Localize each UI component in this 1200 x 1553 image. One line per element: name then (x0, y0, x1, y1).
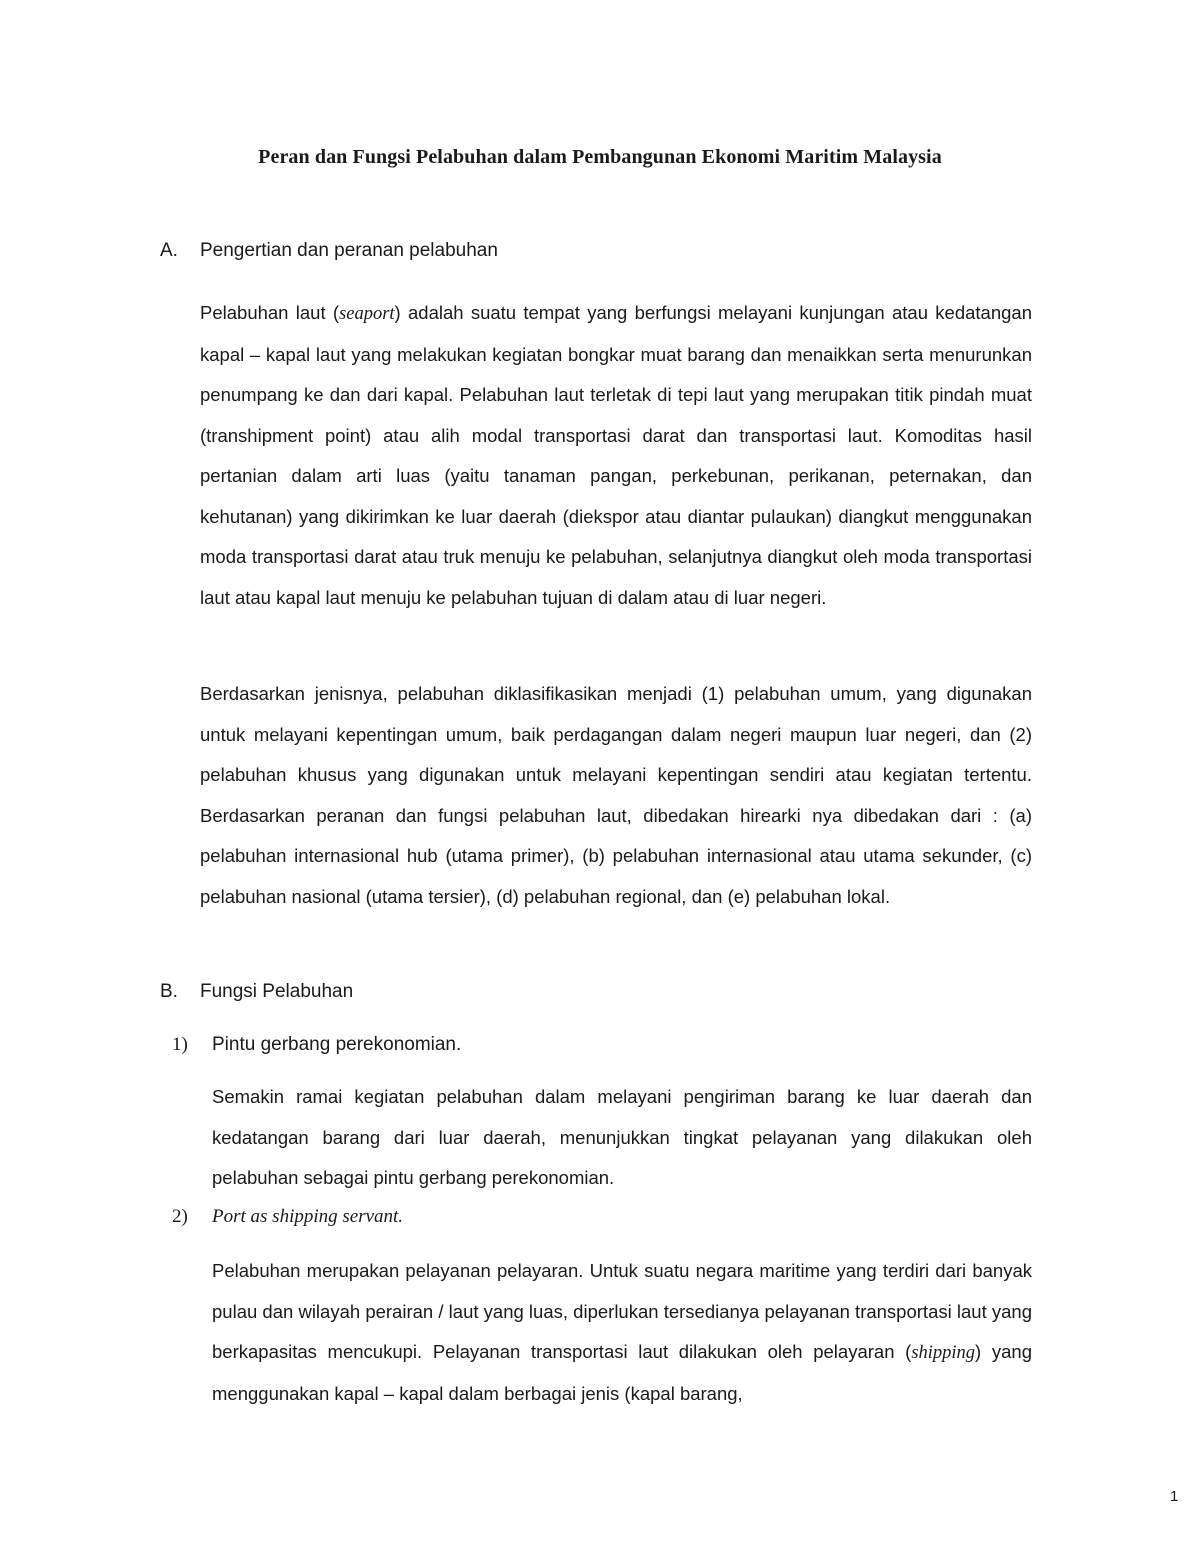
section-a-label: A. (160, 240, 178, 261)
section-b-label: B. (160, 981, 178, 1002)
section-a-title: Pengertian dan peranan pelabuhan (200, 240, 498, 261)
section-a-paragraph-2 (200, 674, 1032, 917)
list-item-1-number: 1) (172, 1034, 188, 1055)
list-item-1-text: Semakin ramai kegiatan pelabuhan dalam melayani pengiriman barang ke luar daerah dan kedatangan barang dari luar daerah, menunjukkan tingkat pelayanan yang dilakukan oleh pelabuhan sebagai pintu gerbang perekonomian. (212, 1086, 1032, 1188)
page-number: 1 (1170, 1488, 1179, 1505)
list-item-2-title: Port as shipping servant. (212, 1206, 404, 1227)
section-b-title: Fungsi Pelabuhan (200, 981, 354, 1002)
list-item-1-title: Pintu gerbang perekonomian. (212, 1034, 462, 1055)
item2-italic-term: shipping (911, 1343, 976, 1363)
list-item-2-paragraph (212, 1251, 1032, 1414)
para1-text-after: ) adalah suatu tempat yang berfungsi melayani kunjungan atau kedatangan kapal – kapal laut yang melakukan kegiatan bongkar muat barang dan menaikkan serta menurunkan penumpang ke dan dari kapal. Pelabuhan laut terletak di tepi laut yang merupakan titik pindah muat (transhipment point) atau alih modal transportasi darat dan transportasi laut. Komoditas hasil pertanian dalam arti luas (yaitu tanaman pangan, perkebunan, perikanan, peternakan, dan kehutanan) yang dikirimkan ke luar daerah (diekspor atau diantar pulaukan) diangkut menggunakan moda transportasi darat atau truk menuju ke pelabuhan, selanjutnya diangkut oleh moda transportasi laut atau kapal laut menuju ke pelabuhan tujuan di dalam atau di luar negeri. (200, 302, 1032, 608)
item2-text-before: Pelabuhan merupakan pelayanan pelayaran. Untuk suatu negara maritime yang terdiri dari banyak pulau dan wilayah perairan / laut yang luas, diperlukan tersedianya pelayanan transportasi laut yang berkapasitas mencukupi. Pelayanan transportasi laut dilakukan oleh pelayaran ( (212, 1260, 1032, 1362)
list-item-2-number: 2) (172, 1206, 188, 1227)
document-title: Peran dan Fungsi Pelabuhan dalam Pembangunan Ekonomi Maritim Malaysia (258, 146, 942, 168)
para2-text: Berdasarkan jenisnya, pelabuhan diklasifikasikan menjadi (1) pelabuhan umum, yang digunakan untuk melayani kepentingan umum, baik perdagangan dalam negeri maupun luar negeri, dan (2) pelabuhan khusus yang digunakan untuk melayani kepentingan sendiri atau kegiatan tertentu. Berdasarkan peranan dan fungsi pelabuhan laut, dibedakan hirearki nya dibedakan dari : (a) pelabuhan internasional hub (utama primer), (b) pelabuhan internasional atau utama sekunder, (c) pelabuhan nasional (utama tersier), (d) pelabuhan regional, dan (e) pelabuhan lokal. (200, 683, 1032, 907)
item2-text-after: ) yang menggunakan kapal – kapal dalam berbagai jenis (kapal barang, (212, 1341, 1032, 1404)
para1-text-before: Pelabuhan laut ( (200, 302, 340, 323)
list-item-1-paragraph (212, 1077, 1032, 1199)
section-a-paragraph-1 (200, 293, 1032, 618)
para1-italic-term: seaport (339, 304, 395, 324)
